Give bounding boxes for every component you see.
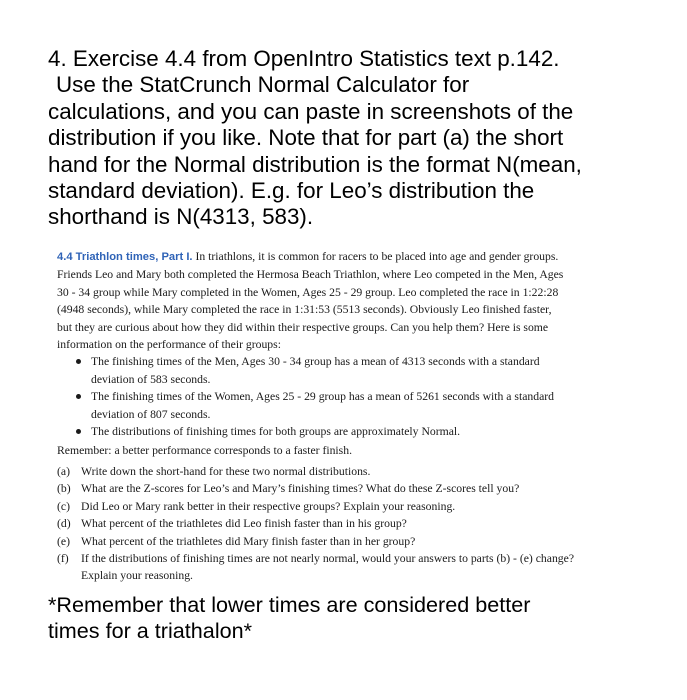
exercise-parts — [57, 463, 662, 585]
intro-line: shorthand is N(4313, 583). — [48, 204, 314, 230]
question-intro — [48, 46, 668, 231]
exercise-text: (4948 seconds), while Mary completed the race in 1:31:53 (5513 seconds). Obviously Leo finished faster, — [57, 303, 552, 317]
intro-line: calculations, and you can paste in screenshots of the — [48, 98, 574, 124]
list-item: (c) Did Leo or Mary rank better in their respective groups? Explain your reasoning. — [57, 499, 456, 513]
exercise-text: but they are curious about how they did within their respective groups. Can you help them? Here is some — [57, 320, 549, 334]
list-item: (e) What percent of the triathletes did Mary finish faster than in her group? — [57, 534, 416, 548]
intro-line: distribution if you like. Note that for part (a) the short — [48, 125, 564, 151]
list-item: The finishing times of the Women, Ages 25 - 29 group has a mean of 5261 seconds with a standard deviation of 807 seconds. — [57, 388, 662, 423]
remember-note: Remember: a better performance corresponds to a faster finish. — [57, 444, 352, 458]
intro-line: standard deviation). E.g. for Leo’s distribution the — [48, 178, 535, 204]
footer-line: *Remember that lower times are considered better — [48, 592, 531, 617]
exercise-text: information on the performance of their groups: — [57, 338, 281, 352]
list-item: (d) What percent of the triathletes did Leo finish faster than in his group? — [57, 517, 407, 531]
list-item: (f) If the distributions of finishing times are not nearly normal, would your answers to parts (b) - (e) change? Explain your reasoning. — [57, 551, 575, 583]
exercise-text: 30 - 34 group while Mary completed in the Women, Ages 25 - 29 group. Leo completed the race in 1:22:28 — [57, 285, 559, 299]
exercise-first-line — [57, 248, 662, 266]
list-item: (a) Write down the short-hand for these two normal distributions. — [57, 464, 371, 478]
list-item: (b) What are the Z-scores for Leo’s and Mary’s finishing times? What do these Z-scores tell you? — [57, 482, 520, 496]
intro-line: hand for the Normal distribution is the format N(mean, — [48, 151, 582, 177]
footer-reminder — [48, 592, 668, 645]
exercise-text: Friends Leo and Mary both completed the Hermosa Beach Triathlon, where Leo competed in the Men, Ages — [57, 268, 564, 282]
intro-line: Use the StatCrunch Normal Calculator for — [56, 72, 470, 98]
group-facts-list — [57, 353, 662, 440]
exercise-text: In triathlons, it is common for racers to be placed into age and gender groups. — [192, 250, 559, 263]
footer-line: times for a triathalon* — [48, 618, 253, 644]
exercise-excerpt — [57, 248, 662, 585]
intro-line: 4. Exercise 4.4 from OpenIntro Statistics text p.142. — [48, 46, 560, 71]
exercise-heading: 4.4 Triathlon times, Part I. — [57, 251, 193, 263]
list-item: The finishing times of the Men, Ages 30 - 34 group has a mean of 4313 seconds with a standard deviation of 583 seconds. — [57, 353, 662, 388]
list-item: The distributions of finishing times for both groups are approximately Normal. — [57, 423, 662, 440]
